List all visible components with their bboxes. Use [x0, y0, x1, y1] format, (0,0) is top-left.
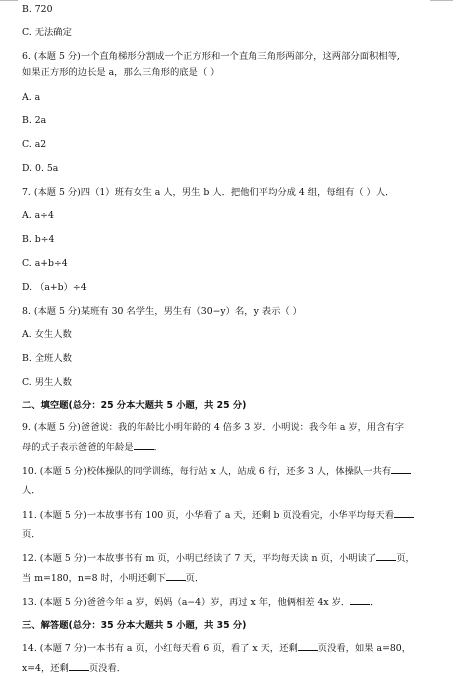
question-9-line-2: 母的式子表示爸爸的年龄是 ． [22, 442, 163, 453]
question-14-line-1: 14. (本题 7 分)一本书有 a 页，小红每天看 6 页，看了 x 天，还剩 页没看，如果 a=80， [22, 643, 411, 654]
section-3-heading: 三、解答题(总分：35 分本大题共 5 小题，共 35 分) [22, 620, 247, 631]
q7-option-a: A. a÷4 [22, 210, 54, 221]
question-13: 13. (本题 5 分)爸爸今年 a 岁，妈妈（a−4）岁，再过 x 年，他俩相差 4x 岁． ． [22, 597, 380, 608]
q6-option-d: D. 0. 5a [22, 163, 59, 174]
question-6-line-1: 6. (本题 5 分)一个直角梯形分割成一个正方形和一个直角三角形两部分，这两部分面积相等, [22, 51, 400, 62]
q7-option-d: D. （a+b）÷4 [22, 282, 87, 293]
question-10-line-1: 10. (本题 5 分)校体操队的同学训练，每行站 x 人，站成 6 行，还多 3 人，体操队一共有 [22, 465, 442, 477]
section-2-heading: 二、填空题(总分：25 分本大题共 5 小题，共 25 分) [22, 400, 247, 411]
q6-option-a: A. a [22, 92, 41, 103]
q8-option-a: A. 女生人数 [22, 329, 72, 340]
q8-option-b: B. 全班人数 [22, 353, 72, 364]
q7-option-b: B. b÷4 [22, 234, 55, 245]
question-6-line-2: 如果正方形的边长是 a，那么三角形的底是（ ） [22, 67, 220, 78]
answer-blank [376, 552, 396, 561]
answer-blank [134, 441, 154, 450]
answer-blank [69, 662, 89, 671]
option-b-720: B. 720 [22, 4, 53, 15]
answer-blank [298, 642, 318, 651]
question-11-line-1: 11. (本题 5 分)一本故事书有 100 页，小华看了 a 天，还剩 b 页没看完，小华平均每天看 [22, 509, 442, 521]
question-10-line-2: 人． [22, 485, 41, 496]
question-12-line-1: 12. (本题 5 分)一本故事书有 m 页，小明已经读了 7 天，平均每天读 n 页，小明读了 页， [22, 553, 415, 564]
answer-blank [166, 572, 186, 581]
answer-blank [391, 465, 411, 474]
question-11-line-2: 页． [22, 529, 41, 540]
q8-option-c: C. 男生人数 [22, 377, 72, 388]
question-14-line-2: x=4，还剩 页没看． [22, 663, 127, 674]
answer-blank [394, 509, 414, 518]
q7-option-c: C. a+b÷4 [22, 258, 68, 269]
option-c-undetermined: C. 无法确定 [22, 27, 72, 38]
q6-option-b: B. 2a [22, 115, 47, 126]
question-8: 8. (本题 5 分)某班有 30 名学生，男生有（30−y）名，y 表示（ ） [22, 306, 302, 317]
answer-blank [350, 596, 370, 605]
question-9-line-1: 9. (本题 5 分)爸爸说：我的年龄比小明年龄的 4 倍多 3 岁．小明说：我今年 a 岁，用含有字 [22, 422, 405, 433]
q6-option-c: C. a2 [22, 139, 47, 150]
document-body [22, 4, 442, 674]
question-7: 7. (本题 5 分)四（1）班有女生 a 人，男生 b 人．把他们平均分成 4 组，每组有（ ）人． [22, 187, 395, 198]
question-12-line-2: 当 m=180，n=8 时，小明还剩下 页． [22, 573, 205, 584]
